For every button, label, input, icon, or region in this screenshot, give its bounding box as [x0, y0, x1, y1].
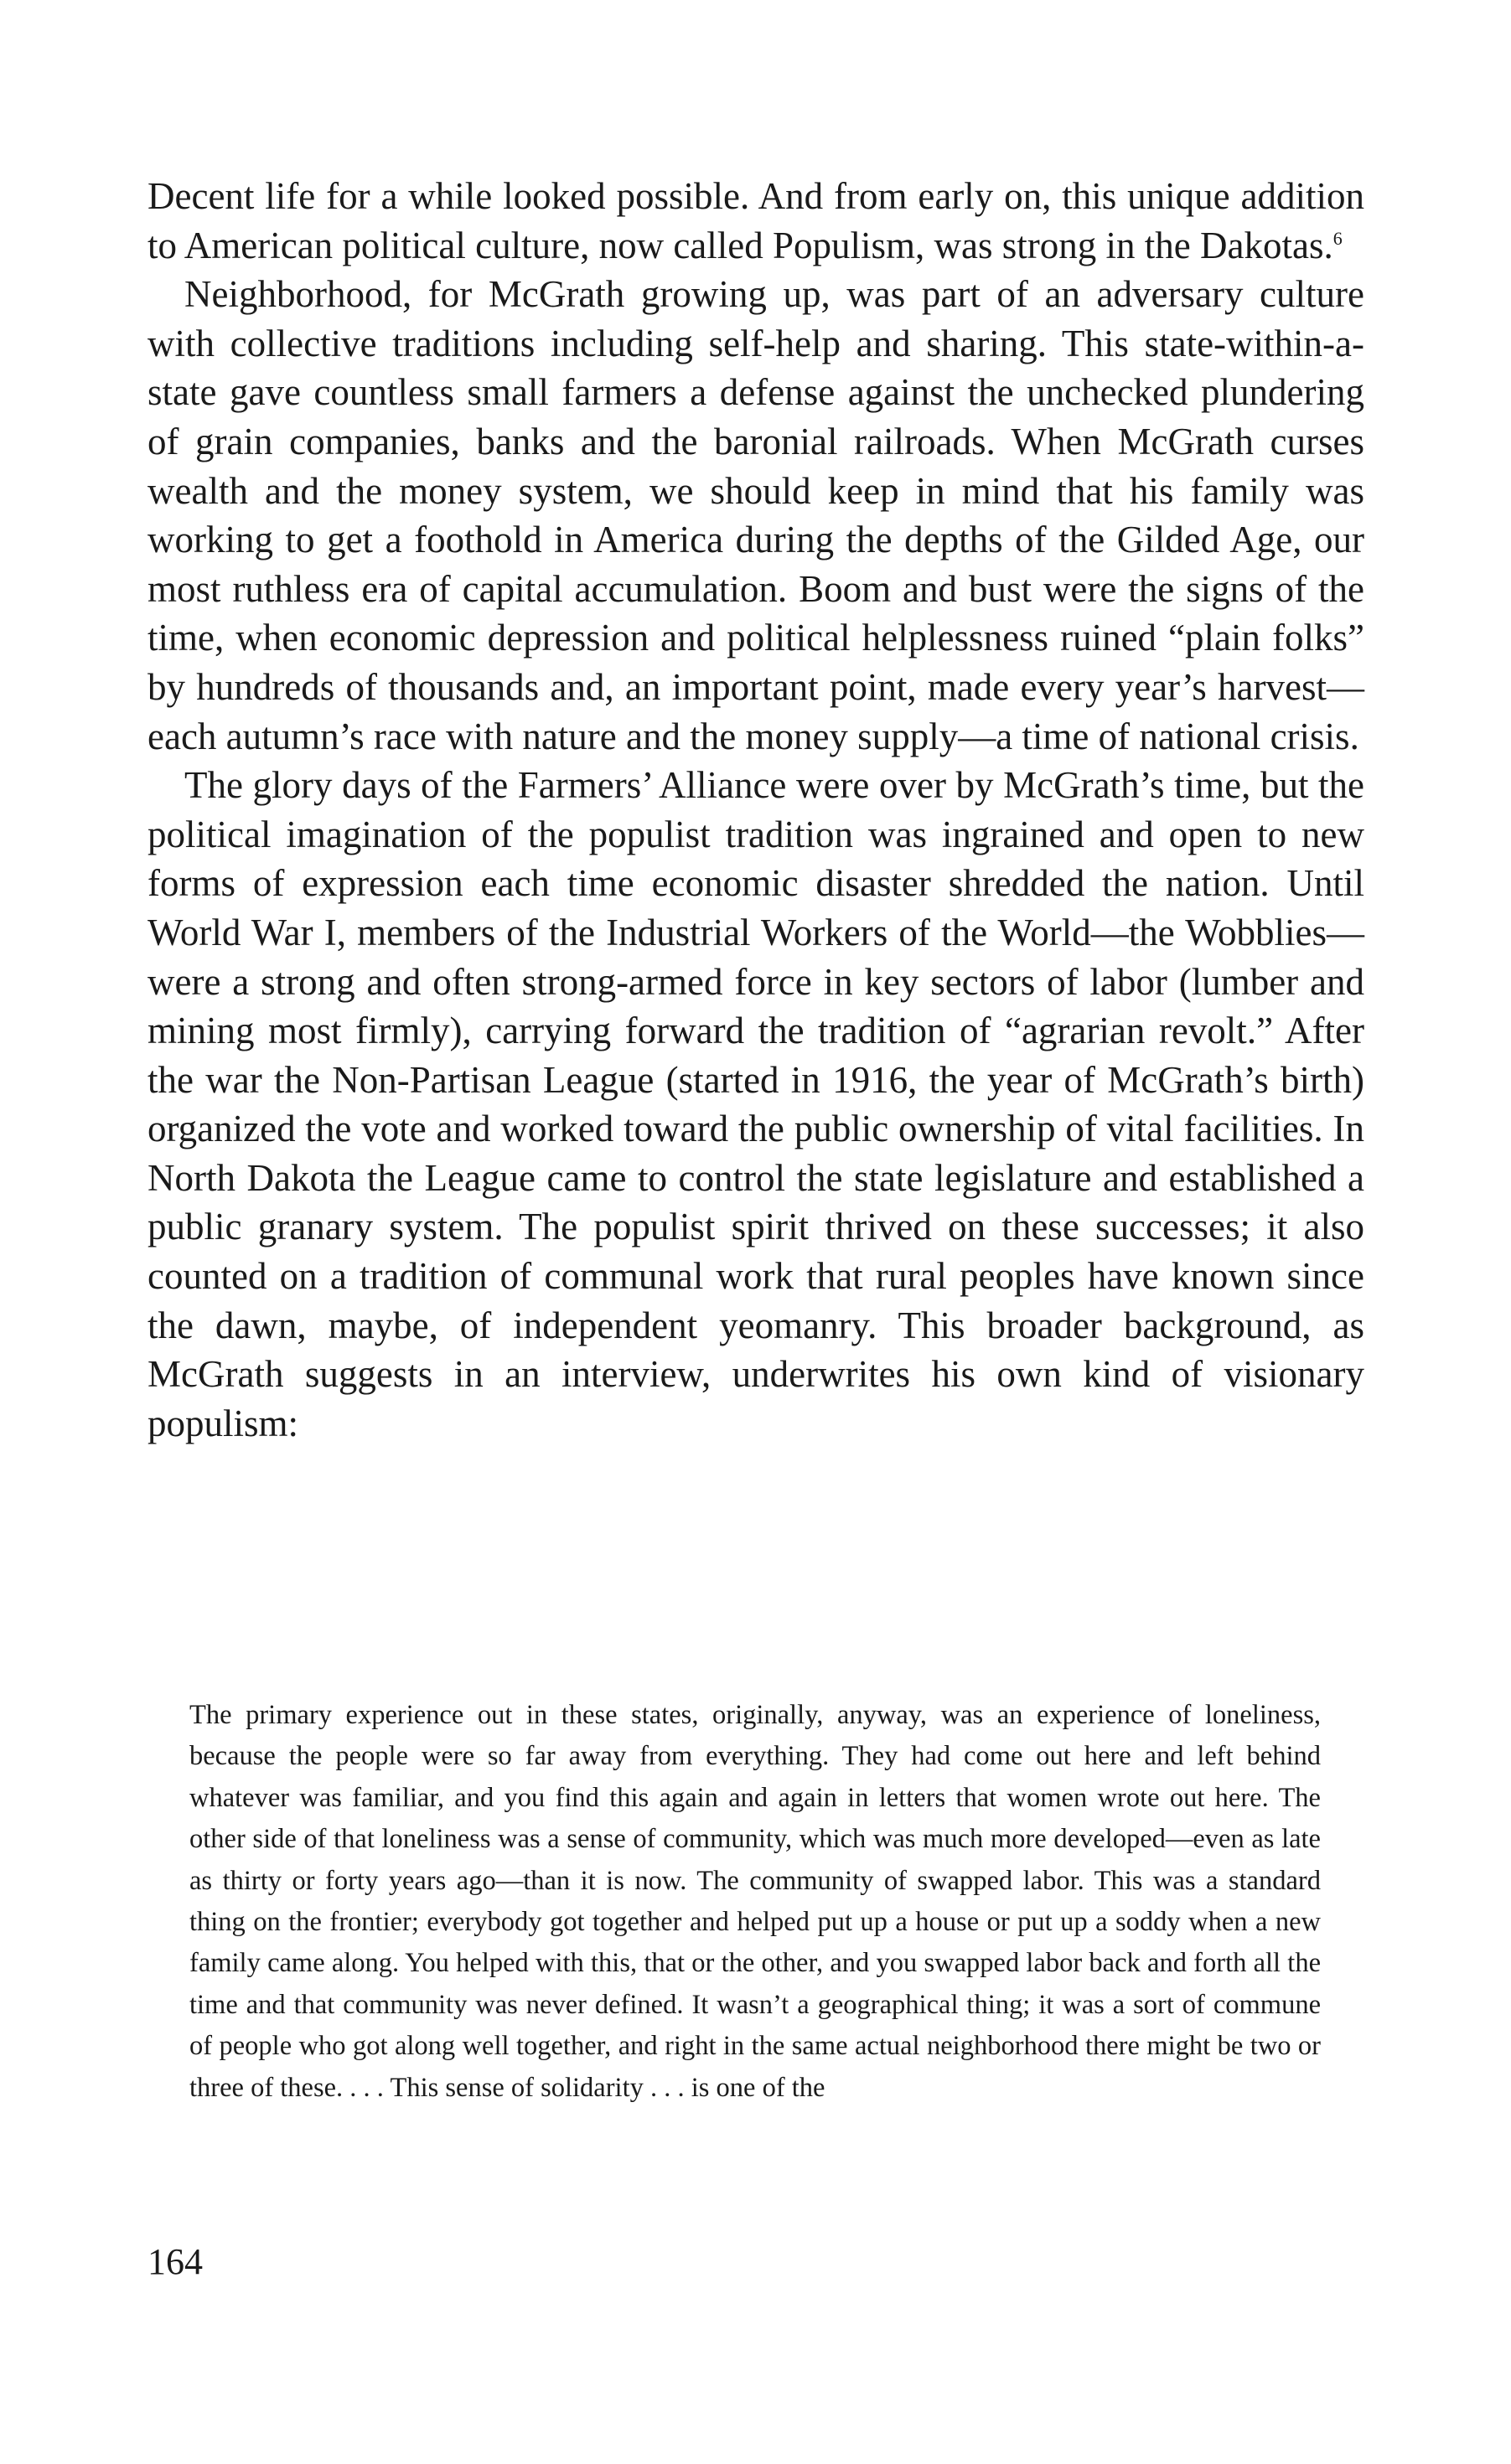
page-number: 164: [147, 2241, 203, 2282]
main-text: [147, 172, 1364, 1448]
paragraph-2: Neighborhood, for McGrath growing up, was part of an adversary culture with collective traditions including self-help and sharing. This state-within-a-state gave countless small farmers a defense against the unchecked plundering of grain companies, banks and the baronial railroads. When McGrath curses wealth and the money system, we should keep in mind that his family was working to get a foothold in America during the depths of the Gilded Age, our most ruthless era of capital accumulation. Boom and bust were the signs of the time, when economic depression and political helplessness ruined “plain folks” by hundreds of thousands and, an important point, made every year’s harvest—each autumn’s race with nature and the money supply—a time of national crisis.: [147, 273, 1364, 757]
block-quote: [189, 1695, 1321, 2109]
paragraph-1: [147, 172, 1364, 270]
paragraph-3: The glory days of the Farmers’ Alliance were over by McGrath’s time, but the political imagination of the populist tradition was ingrained and open to new forms of expression each time economic disaster shredded the nation. Until World War I, members of the Industrial Workers of the World—the Wobblies—were a strong and often strong-armed force in key sectors of labor (lumber and mining most firmly), carrying forward the tradition of “agrarian revolt.” After the war the Non-Partisan League (started in 1916, the year of McGrath’s birth) organized the vote and worked toward the public ownership of vital facilities. In North Dakota the League came to control the state legislature and established a public granary system. The populist spirit thrived on these successes; it also counted on a tradition of communal work that rural peoples have known since the dawn, maybe, of independent yeomanry. This broader background, as McGrath suggests in an interview, underwrites his own kind of visionary populism:: [147, 764, 1364, 1444]
footnote-marker: 6: [1332, 227, 1343, 249]
paragraph-1-text: Decent life for a while looked possible. And from early on, this unique addition to American political culture, now called Populism, was strong in the Dakotas.: [147, 175, 1364, 266]
block-quote-text: The primary experience out in these states, originally, anyway, was an experience of loneliness, because the people were so far away from everything. They had come out here and left behind whatever was familiar, and you find this again and again in letters that women wrote out here. The other side of that loneliness was a sense of community, which was much more developed—even as late as thirty or forty years ago—than it is now. The community of swapped labor. This was a standard thing on the frontier; everybody got together and helped put up a house or put up a soddy when a new family came along. You helped with this, that or the other, and you swapped labor back and forth all the time and that community was never defined. It wasn’t a geographical thing; it was a sort of commune of people who got along well together, and right in the same actual neighborhood there might be two or three of these. . . . This sense of solidarity . . . is one of the: [189, 1700, 1321, 2103]
